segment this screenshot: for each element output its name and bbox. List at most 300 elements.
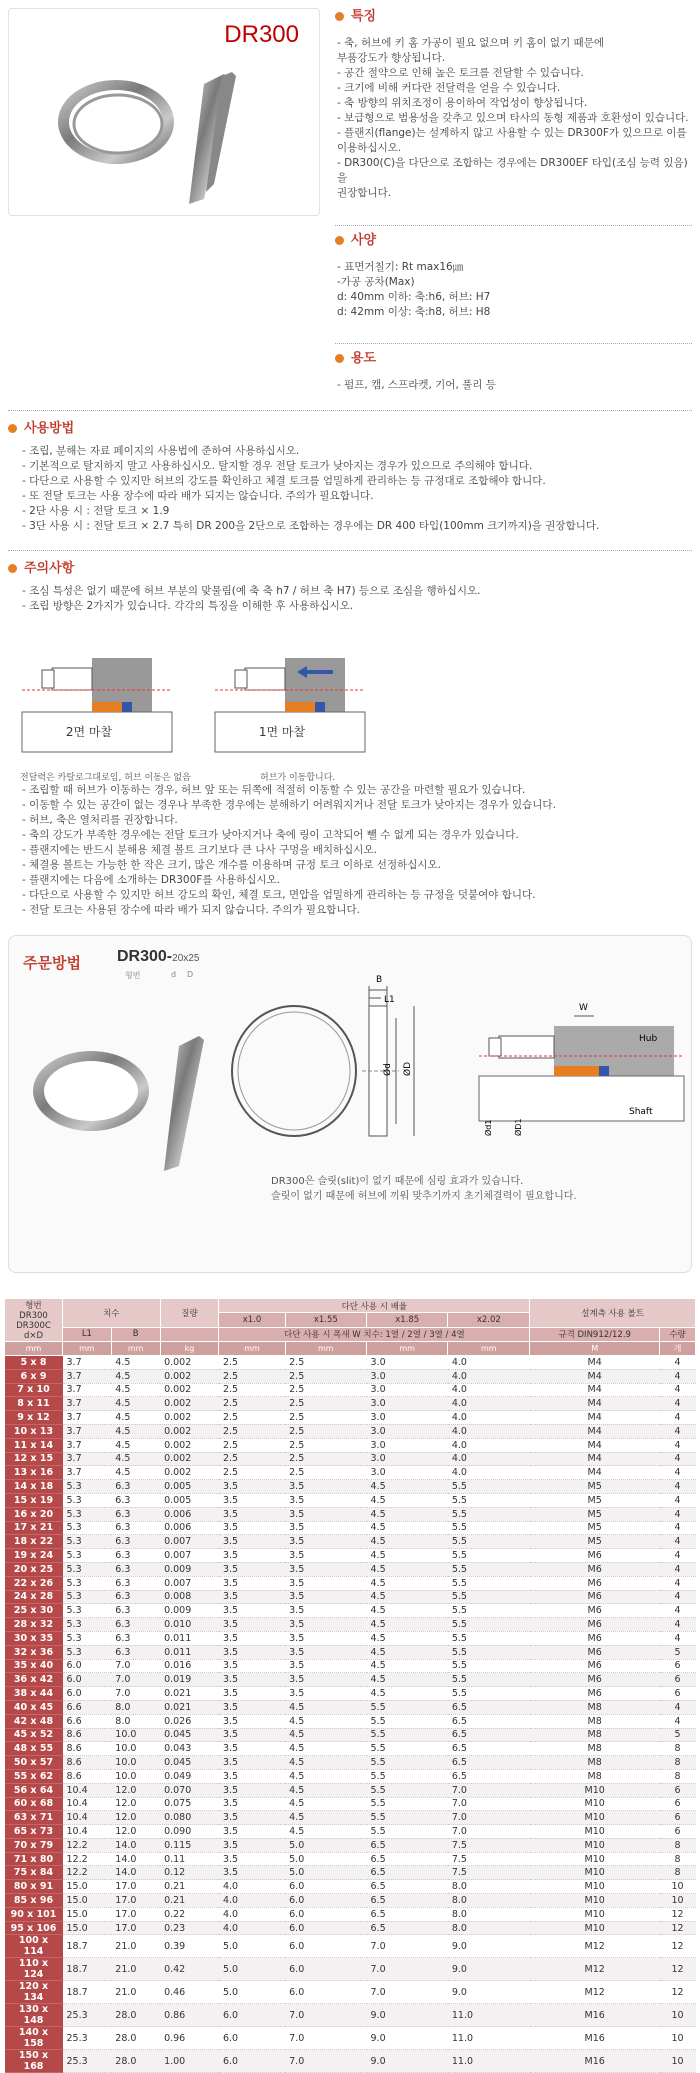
table-cell: 5.5 (448, 1673, 530, 1687)
table-cell: 18.7 (63, 1935, 112, 1958)
product-photo-box (8, 8, 320, 216)
size-cell: 55 x 62 (5, 1769, 63, 1783)
table-cell: 6.3 (111, 1521, 160, 1535)
table-cell: 6.0 (285, 1880, 366, 1894)
table-cell: 8.6 (63, 1756, 112, 1770)
table-cell: 0.12 (160, 1866, 219, 1880)
size-cell: 8 x 11 (5, 1397, 63, 1411)
table-cell: 10.4 (63, 1783, 112, 1797)
table-cell: 5.3 (63, 1562, 112, 1576)
table-cell: 8.0 (111, 1714, 160, 1728)
table-cell: 6.0 (63, 1673, 112, 1687)
table-cell: M4 (530, 1411, 660, 1425)
table-cell: 0.002 (160, 1452, 219, 1466)
caution-section (8, 560, 692, 614)
table-cell: M5 (530, 1521, 660, 1535)
table-cell: 7.0 (448, 1811, 530, 1825)
table-cell: 17.0 (111, 1907, 160, 1921)
table-cell: 6 (660, 1783, 696, 1797)
header-B: B (111, 1327, 160, 1341)
table-cell: 3.5 (285, 1493, 366, 1507)
table-cell: M6 (530, 1645, 660, 1659)
table-row (5, 1921, 696, 1935)
table-cell: 9.0 (367, 2004, 448, 2027)
table-cell: 17.0 (111, 1921, 160, 1935)
size-cell: 30 x 35 (5, 1631, 63, 1645)
size-cell: 5 x 8 (5, 1356, 63, 1370)
table-cell: 12 (660, 1981, 696, 2004)
table-cell: 3.5 (219, 1687, 285, 1701)
table-cell: 5.5 (448, 1604, 530, 1618)
table-cell: 4.5 (285, 1700, 366, 1714)
table-cell: 14.0 (111, 1866, 160, 1880)
table-row (5, 1742, 696, 1756)
table-cell: 3.0 (367, 1411, 448, 1425)
table-cell: 5.3 (63, 1480, 112, 1494)
table-cell: 6.3 (111, 1631, 160, 1645)
table-cell: M4 (530, 1356, 660, 1370)
table-cell: 3.5 (219, 1549, 285, 1563)
table-cell: M4 (530, 1438, 660, 1452)
table-row (5, 1507, 696, 1521)
table-cell: 7.0 (448, 1825, 530, 1839)
table-cell: 3.5 (219, 1521, 285, 1535)
table-cell: 4.5 (367, 1659, 448, 1673)
table-cell: 4.5 (111, 1424, 160, 1438)
table-cell: 4.5 (367, 1521, 448, 1535)
table-cell: 5.3 (63, 1604, 112, 1618)
table-cell: 5.5 (448, 1507, 530, 1521)
table-cell: 8.0 (111, 1700, 160, 1714)
table-cell: 15.0 (63, 1880, 112, 1894)
table-cell: M10 (530, 1921, 660, 1935)
header-multi: 다단 사용 시 배율 (219, 1299, 530, 1313)
table-cell: 5.3 (63, 1576, 112, 1590)
table-cell: M4 (530, 1424, 660, 1438)
usage-line: - 또 전달 토크는 사용 장수에 따라 배가 되지는 않습니다. 주의가 필요합니다. (22, 490, 374, 502)
table-cell: 2.5 (285, 1411, 366, 1425)
size-cell: 18 x 22 (5, 1535, 63, 1549)
table-cell: M5 (530, 1493, 660, 1507)
table-cell: 5.5 (448, 1659, 530, 1673)
table-cell: 10 (660, 1894, 696, 1908)
table-cell: 4.5 (367, 1618, 448, 1632)
diagram1-label: 2면 마찰 (65, 725, 113, 739)
table-row (5, 1631, 696, 1645)
size-cell: 100 x 114 (5, 1935, 63, 1958)
table-row (5, 1493, 696, 1507)
table-cell: 6 (660, 1811, 696, 1825)
dim-L1: L1 (384, 995, 395, 1005)
table-cell: 2.5 (219, 1424, 285, 1438)
table-cell: 3.5 (219, 1618, 285, 1632)
dim-B: B (376, 975, 383, 985)
table-cell: 4.0 (448, 1356, 530, 1370)
table-cell: 10.0 (111, 1756, 160, 1770)
diagram2-caption: 허브가 이동합니다. (260, 773, 336, 783)
table-cell: 3.5 (285, 1535, 366, 1549)
table-cell: 12.0 (111, 1797, 160, 1811)
table-cell: 0.46 (160, 1981, 219, 2004)
table-cell: 4.0 (219, 1921, 285, 1935)
size-cell: 19 x 24 (5, 1549, 63, 1563)
table-cell: 12.0 (111, 1783, 160, 1797)
dim-W: W (579, 1003, 588, 1013)
table-cell: 2.5 (285, 1397, 366, 1411)
table-cell: 3.5 (219, 1659, 285, 1673)
table-cell: 0.22 (160, 1907, 219, 1921)
table-cell: 7.5 (448, 1838, 530, 1852)
table-cell: M10 (530, 1852, 660, 1866)
table-cell: 12 (660, 1958, 696, 1981)
table-cell: 6.5 (367, 1852, 448, 1866)
table-cell: 4.5 (111, 1383, 160, 1397)
table-cell: 8.0 (448, 1907, 530, 1921)
table-row (5, 1852, 696, 1866)
spec-table (4, 1298, 696, 2073)
table-cell: 6.3 (111, 1480, 160, 1494)
table-cell: 2.5 (219, 1452, 285, 1466)
table-cell: 8.0 (448, 1880, 530, 1894)
table-cell: 4.0 (219, 1880, 285, 1894)
table-cell: M10 (530, 1866, 660, 1880)
unit-cell: mm (367, 1342, 448, 1356)
table-cell: 4 (660, 1356, 696, 1370)
table-cell: 2.5 (219, 1356, 285, 1370)
caution-notes (8, 783, 692, 918)
table-cell: 0.016 (160, 1659, 219, 1673)
features-line: - 크기에 비해 커다란 전달력을 얻을 수 있습니다. (337, 82, 561, 94)
caution-line: - 다단으로 사용할 수 있지만 허브 강도의 확인, 체결 토크, 면압을 엄밀하게 관리하는 등 규정을 덧붙여야 합니다. (22, 889, 536, 901)
table-cell: 28.0 (111, 2027, 160, 2050)
table-cell: M16 (530, 2004, 660, 2027)
table-cell: 0.070 (160, 1783, 219, 1797)
table-row (5, 1480, 696, 1494)
bullet-icon (335, 236, 344, 245)
size-cell: 85 x 96 (5, 1894, 63, 1908)
table-cell: 5.3 (63, 1493, 112, 1507)
header-L1: L1 (63, 1327, 112, 1341)
table-cell: 0.011 (160, 1631, 219, 1645)
specs-title: 사양 (335, 232, 695, 250)
table-cell: 4.5 (111, 1356, 160, 1370)
table-cell: 4 (660, 1562, 696, 1576)
table-row (5, 2050, 696, 2073)
table-cell: 0.045 (160, 1756, 219, 1770)
size-cell: 38 x 44 (5, 1687, 63, 1701)
table-cell: 3.0 (367, 1452, 448, 1466)
table-cell: 15.0 (63, 1921, 112, 1935)
table-cell: 5.5 (367, 1797, 448, 1811)
table-cell: 2.5 (219, 1397, 285, 1411)
header-model (5, 1299, 63, 1342)
table-cell: M10 (530, 1838, 660, 1852)
table-cell: 4.5 (367, 1535, 448, 1549)
table-cell: 2.5 (219, 1438, 285, 1452)
table-cell: 14.0 (111, 1838, 160, 1852)
table-cell: 3.5 (219, 1631, 285, 1645)
table-cell: 5.5 (448, 1645, 530, 1659)
table-row (5, 1880, 696, 1894)
table-cell: 6.3 (111, 1618, 160, 1632)
table-cell: 5.5 (448, 1687, 530, 1701)
table-cell: 4 (660, 1535, 696, 1549)
table-row (5, 2004, 696, 2027)
table-cell: 3.7 (63, 1383, 112, 1397)
table-cell: 0.002 (160, 1356, 219, 1370)
table-cell: 0.86 (160, 2004, 219, 2027)
table-cell: 2.5 (285, 1424, 366, 1438)
table-cell: 6.6 (63, 1714, 112, 1728)
size-cell: 6 x 9 (5, 1369, 63, 1383)
table-cell: 6 (660, 1797, 696, 1811)
table-cell: 4 (660, 1466, 696, 1480)
specs-line: -가공 공차(Max) (337, 276, 415, 288)
table-cell: 5.0 (219, 1935, 285, 1958)
table-row (5, 1411, 696, 1425)
table-cell: 4 (660, 1604, 696, 1618)
table-cell: M8 (530, 1742, 660, 1756)
table-cell: 2.5 (285, 1452, 366, 1466)
table-cell: 4 (660, 1452, 696, 1466)
table-cell: M12 (530, 1981, 660, 2004)
two-face-friction-diagram (22, 650, 172, 760)
table-cell: 7.0 (285, 2027, 366, 2050)
table-cell: 0.002 (160, 1424, 219, 1438)
table-cell: 6.3 (111, 1549, 160, 1563)
unit-cell: mm (285, 1342, 366, 1356)
table-cell: 5.5 (367, 1825, 448, 1839)
table-cell: 0.009 (160, 1604, 219, 1618)
specs-line: - 표면거칠기: Rt max16㎛ (337, 261, 464, 273)
table-cell: 5 (660, 1728, 696, 1742)
table-cell: 5.3 (63, 1521, 112, 1535)
table-cell: 4.5 (285, 1742, 366, 1756)
table-cell: 3.7 (63, 1369, 112, 1383)
size-cell: 13 x 16 (5, 1466, 63, 1480)
caution-line: - 조립할 때 허브가 이동하는 경우, 허브 앞 또는 뒤쪽에 적절히 이동할 수 있는 공간을 마련할 필요가 있습니다. (22, 784, 526, 796)
table-cell: M6 (530, 1590, 660, 1604)
usage-body (22, 444, 692, 534)
table-cell: 6.3 (111, 1493, 160, 1507)
size-cell: 22 x 26 (5, 1576, 63, 1590)
table-cell: 3.5 (219, 1645, 285, 1659)
table-cell: 4 (660, 1714, 696, 1728)
table-row (5, 1659, 696, 1673)
table-cell: M6 (530, 1631, 660, 1645)
table-row (5, 1825, 696, 1839)
table-cell: 7.0 (111, 1687, 160, 1701)
table-cell: 6.3 (111, 1604, 160, 1618)
specs-line: d: 42mm 이상: 축:h8, 허브: H8 (337, 306, 491, 318)
table-cell: 0.011 (160, 1645, 219, 1659)
table-cell: 3.0 (367, 1397, 448, 1411)
table-cell: 6.0 (285, 1921, 366, 1935)
table-cell: 25.3 (63, 2050, 112, 2073)
table-cell: 0.009 (160, 1562, 219, 1576)
size-cell: 70 x 79 (5, 1838, 63, 1852)
table-cell: 4 (660, 1521, 696, 1535)
table-cell: 5.0 (285, 1838, 366, 1852)
table-cell: 12.0 (111, 1811, 160, 1825)
table-cell: 8.6 (63, 1769, 112, 1783)
table-cell: 6.5 (448, 1714, 530, 1728)
table-cell: 3.7 (63, 1438, 112, 1452)
size-cell: 36 x 42 (5, 1673, 63, 1687)
table-cell: 6.5 (367, 1907, 448, 1921)
table-cell: 4.5 (285, 1797, 366, 1811)
table-cell: 0.115 (160, 1838, 219, 1852)
unit-cell: 개 (660, 1342, 696, 1356)
table-row (5, 1958, 696, 1981)
table-cell: 5.3 (63, 1590, 112, 1604)
table-cell: 8 (660, 1852, 696, 1866)
table-cell: 4.0 (219, 1907, 285, 1921)
header-mass: 질량 (160, 1299, 219, 1328)
table-cell: 4 (660, 1631, 696, 1645)
table-cell: 6.0 (285, 1907, 366, 1921)
table-cell: 7.0 (285, 2004, 366, 2027)
table-cell: 4.0 (219, 1894, 285, 1908)
table-cell: 6.0 (219, 2027, 285, 2050)
table-cell: 3.0 (367, 1383, 448, 1397)
header-model-line: DR300 (19, 1311, 48, 1321)
table-cell: 5.5 (448, 1590, 530, 1604)
table-cell: 10.0 (111, 1769, 160, 1783)
table-cell: 0.007 (160, 1576, 219, 1590)
unit-cell: mm (448, 1342, 530, 1356)
table-cell: 10 (660, 2004, 696, 2027)
table-cell: 6.3 (111, 1576, 160, 1590)
header-mult-2: x1.55 (285, 1313, 366, 1327)
table-cell: 7.0 (367, 1935, 448, 1958)
table-cell: 0.002 (160, 1466, 219, 1480)
table-cell: 6.0 (285, 1894, 366, 1908)
table-row (5, 1756, 696, 1770)
table-cell: 4.0 (448, 1466, 530, 1480)
table-cell: 0.010 (160, 1618, 219, 1632)
table-cell: 3.5 (285, 1521, 366, 1535)
size-cell: 90 x 101 (5, 1907, 63, 1921)
table-cell: 18.7 (63, 1981, 112, 2004)
table-cell: 4.0 (448, 1383, 530, 1397)
table-cell: 5.5 (367, 1811, 448, 1825)
table-cell: 4.5 (367, 1493, 448, 1507)
table-cell: 6 (660, 1825, 696, 1839)
order-sub-D: D (187, 970, 194, 979)
table-cell: 0.21 (160, 1880, 219, 1894)
table-cell: 6.0 (219, 2004, 285, 2027)
table-cell: 3.5 (219, 1700, 285, 1714)
header-bolt-spec: 규격 DIN912/12.9 (530, 1327, 660, 1341)
table-cell: 6.3 (111, 1507, 160, 1521)
table-cell: 3.5 (219, 1728, 285, 1742)
table-cell: 0.043 (160, 1742, 219, 1756)
installation-drawing (479, 996, 684, 1146)
table-cell: 4.5 (111, 1466, 160, 1480)
table-cell: 3.7 (63, 1452, 112, 1466)
ring-dimension-drawing (224, 966, 484, 1166)
size-cell: 71 x 80 (5, 1852, 63, 1866)
divider (335, 343, 692, 344)
table-cell: 0.021 (160, 1687, 219, 1701)
table-cell: 5.3 (63, 1618, 112, 1632)
table-cell: 3.5 (285, 1673, 366, 1687)
table-cell: 3.7 (63, 1411, 112, 1425)
order-ring-image (29, 1026, 214, 1176)
table-cell: M10 (530, 1825, 660, 1839)
table-cell: 6.5 (448, 1769, 530, 1783)
table-cell: 3.7 (63, 1397, 112, 1411)
table-cell: 17.0 (111, 1894, 160, 1908)
table-cell: 0.019 (160, 1673, 219, 1687)
usage-section (8, 420, 692, 534)
table-cell: 4.0 (448, 1369, 530, 1383)
table-cell: M6 (530, 1618, 660, 1632)
table-cell: 3.5 (219, 1852, 285, 1866)
table-cell: 2.5 (285, 1438, 366, 1452)
table-cell: 6 (660, 1659, 696, 1673)
table-cell: 0.045 (160, 1728, 219, 1742)
caution-line: - 축의 강도가 부족한 경우에는 전달 토크가 낮아지거나 축에 링이 고착되어 뺄 수 없게 되는 경우가 있습니다. (22, 829, 519, 841)
table-cell: 8.6 (63, 1742, 112, 1756)
table-cell: 3.5 (219, 1838, 285, 1852)
table-cell: 7.0 (111, 1673, 160, 1687)
table-cell: 6.5 (448, 1728, 530, 1742)
table-row (5, 1521, 696, 1535)
table-cell: 3.5 (219, 1673, 285, 1687)
header-bolt: 설계측 사용 볼트 (530, 1299, 696, 1328)
size-cell: 120 x 134 (5, 1981, 63, 2004)
table-cell: 4.5 (285, 1714, 366, 1728)
size-cell: 11 x 14 (5, 1438, 63, 1452)
table-cell: M12 (530, 1958, 660, 1981)
table-cell: 0.090 (160, 1825, 219, 1839)
table-cell: 0.006 (160, 1521, 219, 1535)
table-cell: 4.5 (367, 1631, 448, 1645)
table-cell: 0.002 (160, 1411, 219, 1425)
table-cell: M6 (530, 1659, 660, 1673)
features-line: 부품강도가 향상됩니다. (337, 52, 446, 64)
table-cell: 10.0 (111, 1742, 160, 1756)
table-cell: 3.7 (63, 1356, 112, 1370)
table-cell: 21.0 (111, 1958, 160, 1981)
usage-line: - 기본적으로 탈지하지 말고 사용하십시오. 탈지할 경우 전달 토크가 낮아지는 경우가 있으므로 주의해야 합니다. (22, 460, 533, 472)
table-cell: M4 (530, 1369, 660, 1383)
uses-line: - 펌프, 캠, 스프라켓, 기어, 풀리 등 (337, 379, 496, 391)
table-cell: 3.7 (63, 1424, 112, 1438)
size-cell: 25 x 30 (5, 1604, 63, 1618)
size-cell: 15 x 19 (5, 1493, 63, 1507)
units-row (5, 1342, 696, 1356)
uses-body (337, 378, 695, 393)
bullet-icon (8, 564, 17, 573)
table-cell: 5.3 (63, 1645, 112, 1659)
table-cell: 15.0 (63, 1907, 112, 1921)
table-cell: 7.0 (367, 1958, 448, 1981)
header-bolt-qty: 수량 (660, 1327, 696, 1341)
table-cell: 8 (660, 1838, 696, 1852)
table-cell: 5.3 (63, 1549, 112, 1563)
table-cell: 3.5 (219, 1797, 285, 1811)
table-cell: 0.23 (160, 1921, 219, 1935)
table-cell: 4.0 (448, 1452, 530, 1466)
table-cell: 1.00 (160, 2050, 219, 2073)
table-cell: 3.5 (285, 1659, 366, 1673)
table-cell: 0.080 (160, 1811, 219, 1825)
features-title: 특징 (335, 8, 695, 26)
table-cell: 6.0 (219, 2050, 285, 2073)
